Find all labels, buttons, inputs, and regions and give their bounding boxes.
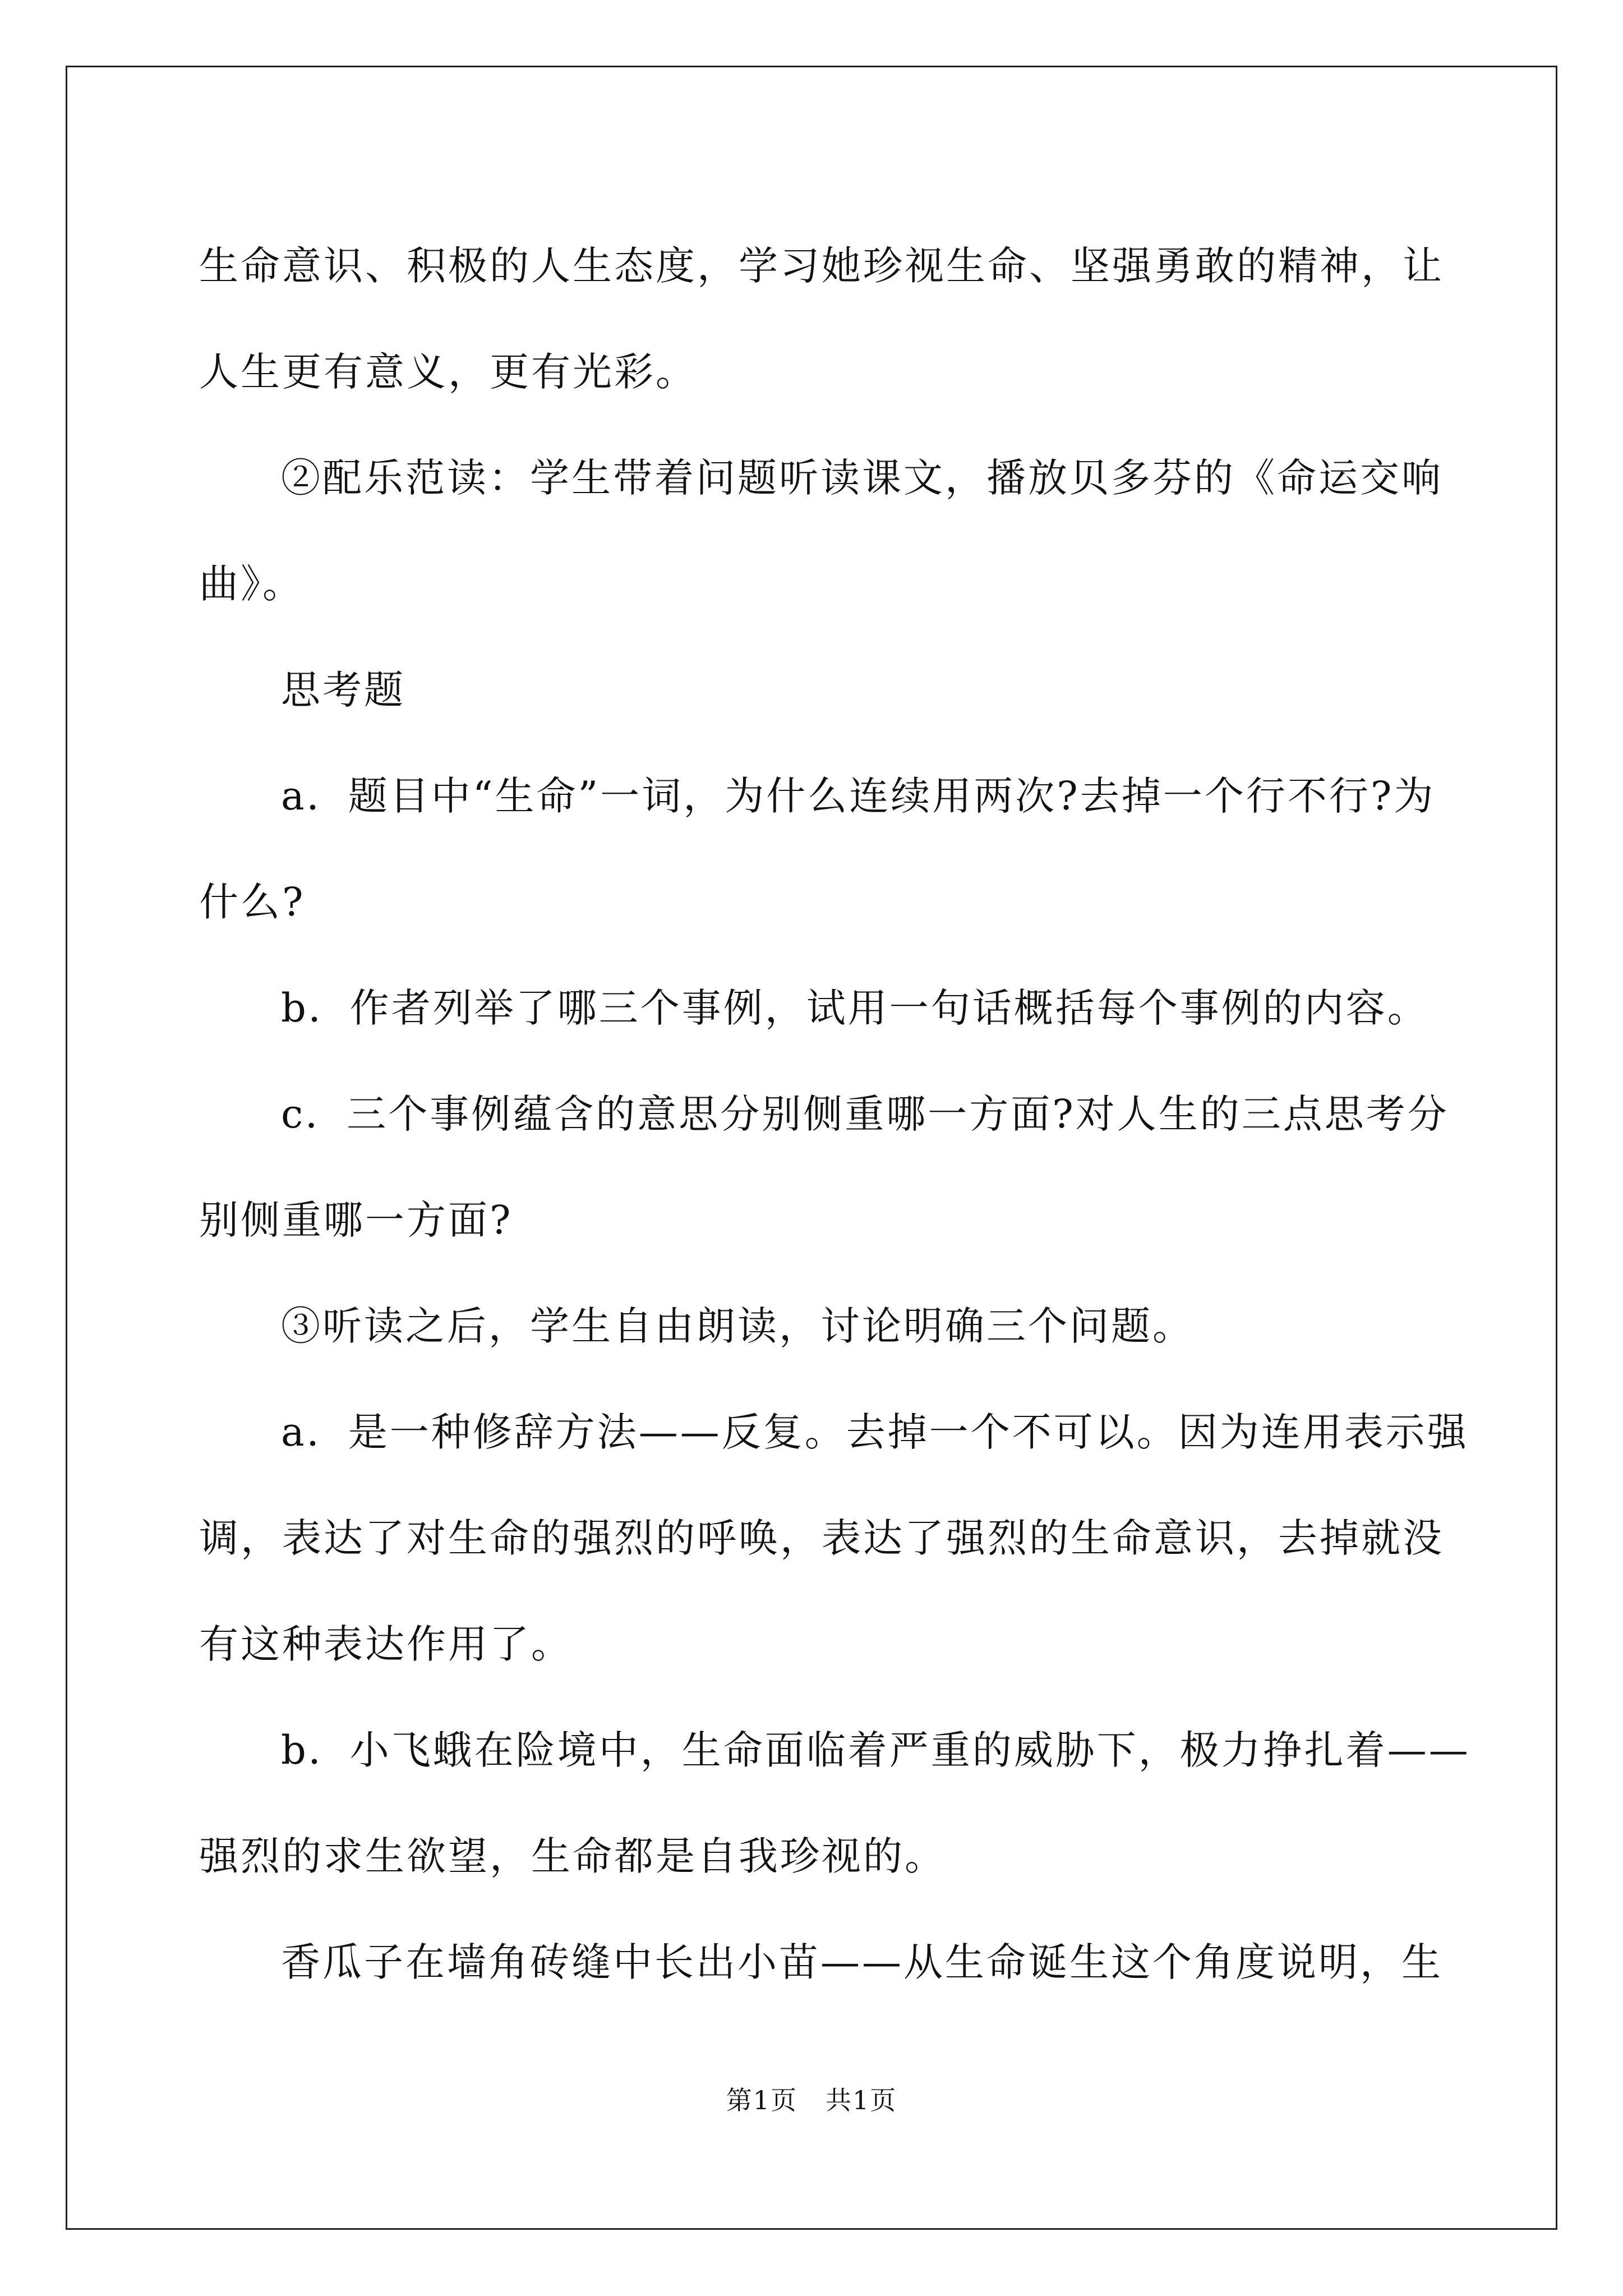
paragraph: [199, 955, 1430, 1061]
paragraph: [199, 1061, 1449, 1273]
page-footer: [0, 2083, 1623, 2117]
text-line: ②配乐范读：学生带着问题听读课文，播放贝多芬的《命运交响: [281, 455, 1443, 501]
paragraph: [199, 1910, 1443, 2016]
document-body: [199, 213, 1470, 2016]
page-number: 第1页: [726, 2085, 797, 2115]
text-line: ③听读之后，学生自由朗读，讨论明确三个问题。: [281, 1303, 1194, 1349]
page-total: 共1页: [826, 2085, 897, 2115]
paragraph: [199, 743, 1436, 955]
paragraph: [199, 213, 1444, 425]
text-line: 香瓜子在墙角砖缝中长出小苗——从生命诞生这个角度说明，生: [281, 1939, 1443, 1985]
paragraph: [199, 637, 1430, 743]
text-line: 生命意识、积极的人生态度，学习她珍视生命、坚强勇敢的精神，让: [199, 243, 1444, 289]
text-line: b．作者列举了哪三个事例，试用一句话概括每个事例的内容。: [281, 985, 1429, 1031]
paragraph: [199, 1273, 1430, 1379]
text-line: 调，表达了对生命的强烈的呼唤，表达了强烈的生命意识，去掉就没: [199, 1515, 1444, 1561]
paragraph: [199, 1697, 1470, 1910]
paragraph: [199, 1379, 1469, 1697]
text-line: c．三个事例蕴含的意思分别侧重哪一方面?对人生的三点思考分: [281, 1091, 1449, 1137]
text-line: a．是一种修辞方法——反复。去掉一个不可以。因为连用表示强: [281, 1409, 1469, 1455]
text-line: 曲》。: [199, 561, 304, 607]
text-line: 强烈的求生欲望，生命都是自我珍视的。: [199, 1833, 946, 1879]
paragraph: [199, 425, 1443, 637]
text-line: 有这种表达作用了。: [199, 1621, 573, 1667]
text-line: 别侧重哪一方面?: [199, 1197, 513, 1243]
text-line: 思考题: [281, 667, 405, 713]
text-line: b．小飞蛾在险境中，生命面临着严重的威胁下，极力挣扎着——: [281, 1727, 1470, 1773]
text-line: 人生更有意义，更有光彩。: [199, 349, 697, 395]
text-line: a．题目中“生命”一词，为什么连续用两次?去掉一个行不行?为: [281, 773, 1436, 819]
text-line: 什么?: [199, 879, 306, 925]
